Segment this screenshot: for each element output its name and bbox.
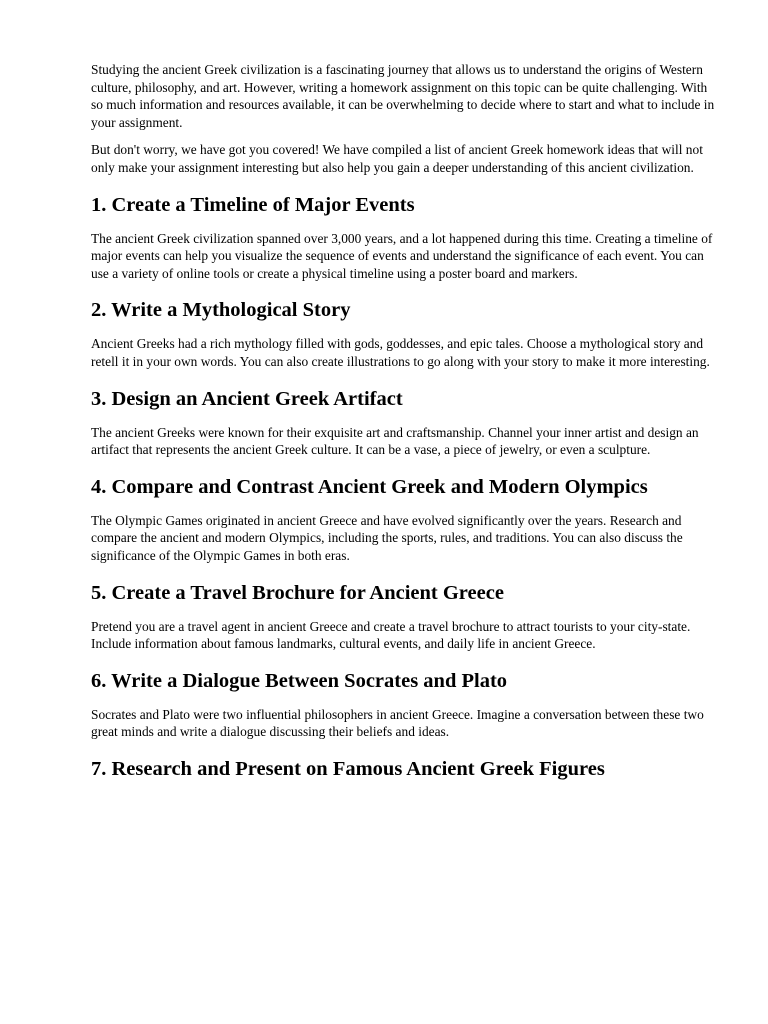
section-7-heading: 7. Research and Present on Famous Ancient Greek Figures <box>91 757 605 780</box>
section-1-body: The ancient Greek civilization spanned over 3,000 years, and a lot happened during this time. Creating a timeline of major events can help you visualize the sequence of events and understand the significance of each event. You can use a variety of online tools or create a physical timeline using a poster board and markers. <box>91 230 713 281</box>
section-2-heading: 2. Write a Mythological Story <box>91 299 351 322</box>
intro-paragraph-1: Studying the ancient Greek civilization is a fascinating journey that allows us to understand the origins of Western culture, philosophy, and art. However, writing a homework assignment on this topic can be quite challenging. With so much information and resources available, it can be overwhelming to decide where to start and what to include in your assignment. <box>91 62 715 130</box>
section-1-heading: 1. Create a Timeline of Major Events <box>91 193 415 216</box>
document-page <box>91 61 721 794</box>
section-3-heading: 3. Design an Ancient Greek Artifact <box>91 387 403 410</box>
section-4-body: The Olympic Games originated in ancient Greece and have evolved significantly over the years. Research and compare the ancient and modern Olympics, including the sports, rules, and traditions. You can also discuss the significance of the Olympic Games in both eras. <box>91 512 683 563</box>
section-6-heading: 6. Write a Dialogue Between Socrates and Plato <box>91 669 508 692</box>
intro-paragraph-2: But don't worry, we have got you covered! We have compiled a list of ancient Greek homework ideas that will not only make your assignment interesting but also help you gain a deeper understanding of this ancient civilization. <box>91 142 703 175</box>
section-5-heading: 5. Create a Travel Brochure for Ancient Greece <box>91 581 504 604</box>
section-4-heading: 4. Compare and Contrast Ancient Greek and Modern Olympics <box>91 475 648 498</box>
section-2-body: Ancient Greeks had a rich mythology filled with gods, goddesses, and epic tales. Choose a mythological story and retell it in your own words. You can also create illustrations to go along with your story to make it more interesting. <box>91 336 710 369</box>
section-6-body: Socrates and Plato were two influential philosophers in ancient Greece. Imagine a conversation between these two great minds and write a dialogue discussing their beliefs and ideas. <box>91 706 704 740</box>
section-3-body: The ancient Greeks were known for their exquisite art and craftsmanship. Channel your inner artist and design an artifact that represents the ancient Greek culture. It can be a vase, a piece of jewelry, or even a sculpture. <box>91 424 699 458</box>
section-5-body: Pretend you are a travel agent in ancient Greece and create a travel brochure to attract tourists to your city-state. Include information about famous landmarks, cultural events, and daily life in ancient Greece. <box>91 618 691 652</box>
